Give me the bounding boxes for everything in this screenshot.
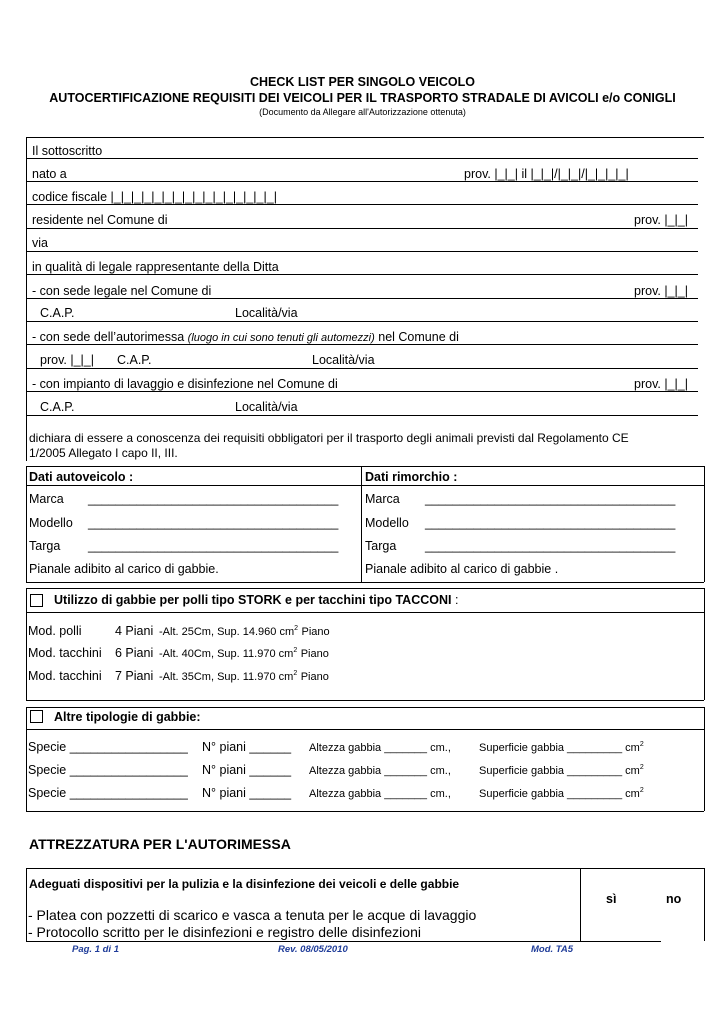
rimorchio-modello-label: Modello	[365, 516, 409, 530]
rimorchio-pianale-label: Pianale adibito al carico di gabbie .	[365, 562, 559, 576]
autorimessa-localita-label: Località/via	[312, 353, 375, 367]
footer-model: Mod. TA5	[531, 944, 574, 955]
altre-specie-row[interactable]: Specie _________________ N° piani ______ Altezza gabbia _______ cm., Superficie gabbia _________ $cm^2$	[28, 786, 644, 800]
gabbie-row: Mod. tacchini 7 Piani -Alt. 35Cm, Sup. 11.970 $cm^2$ Piano	[28, 669, 329, 683]
footer-page: Pag. 1 di 1	[72, 944, 119, 955]
residente-label: residente nel Comune di	[32, 213, 168, 227]
dati-rimorchio-title: Dati rimorchio :	[365, 470, 458, 484]
rimorchio-modello-field[interactable]: ____________________________________	[425, 516, 676, 530]
autorimessa-table-header: Adeguati dispositivi per la pulizia e la disinfezione dei veicoli e delle gabbie	[29, 877, 460, 891]
gabbie-row: Mod. polli 4 Piani -Alt. 25Cm, Sup. 14.960 $cm^2$ Piano	[28, 624, 330, 638]
rimorchio-targa-label: Targa	[365, 539, 397, 553]
si-column-header: sì	[606, 892, 617, 906]
qualita-label: in qualità di legale rappresentante della Ditta	[32, 260, 279, 274]
autorimessa-item-protocollo: - Protocollo scritto per le disinfezioni e registro delle disinfezioni	[28, 924, 421, 940]
autoveicolo-marca-label: Marca	[29, 492, 64, 506]
prov-il-field[interactable]: prov. |_|_| il |_|_|/|_|_|/|_|_|_|_|	[464, 167, 629, 181]
autorimessa-cap-label: C.A.P.	[117, 353, 152, 367]
via-label: via	[32, 236, 48, 250]
sede-legale-prov-field[interactable]: prov. |_|_|	[634, 284, 688, 298]
autorimessa-prov-field[interactable]: prov. |_|_|	[40, 353, 94, 367]
rimorchio-targa-field[interactable]: ____________________________________	[425, 539, 676, 553]
impianto-label: - con impianto di lavaggio e disinfezione nel Comune di	[32, 377, 338, 391]
altre-specie-row[interactable]: Specie _________________ N° piani ______ Altezza gabbia _______ cm., Superficie gabbia _________ $cm^2$	[28, 740, 644, 754]
gabbie-row: Mod. tacchini 6 Piani -Alt. 40Cm, Sup. 11.970 $cm^2$ Piano	[28, 646, 329, 660]
dichiara-line-2: 1/2005 Allegato I capo II, III.	[29, 446, 178, 460]
autoveicolo-targa-field[interactable]: ____________________________________	[88, 539, 339, 553]
gabbie-stork-checkbox[interactable]	[30, 594, 43, 607]
no-column-header: no	[666, 892, 682, 906]
nato-a-label: nato a	[32, 167, 67, 181]
impianto-localita-label: Località/via	[235, 400, 298, 414]
autorimessa-section-title: ATTREZZATURA PER L'AUTORIMESSA	[29, 836, 291, 852]
document-note: (Documento da Allegare all'Autorizzazione ottenuta)	[259, 107, 466, 117]
footer-revision: Rev. 08/05/2010	[278, 944, 348, 955]
autoveicolo-targa-label: Targa	[29, 539, 61, 553]
sede-legale-label: - con sede legale nel Comune di	[32, 284, 212, 298]
sede-legale-localita-label: Località/via	[235, 306, 298, 320]
autoveicolo-marca-field[interactable]: ____________________________________	[88, 492, 339, 506]
impianto-prov-field[interactable]: prov. |_|_|	[634, 377, 688, 391]
impianto-cap-label: C.A.P.	[40, 400, 75, 414]
rimorchio-marca-label: Marca	[365, 492, 400, 506]
altre-gabbie-title: Altre tipologie di gabbie:	[54, 710, 201, 724]
sottoscritto-label: Il sottoscritto	[32, 144, 103, 158]
autoveicolo-modello-field[interactable]: ____________________________________	[88, 516, 339, 530]
dati-autoveicolo-title: Dati autoveicolo :	[29, 470, 134, 484]
document-subtitle: AUTOCERTIFICAZIONE REQUISITI DEI VEICOLI PER IL TRASPORTO STRADALE DI AVICOLI e/o CONIGLI	[49, 91, 676, 105]
rimorchio-marca-field[interactable]: ____________________________________	[425, 492, 676, 506]
autorimessa-item-platea: - Platea con pozzetti di scarico e vasca a tenuta per le acque di lavaggio	[28, 907, 477, 923]
document-title: CHECK LIST PER SINGOLO VEICOLO	[249, 75, 476, 89]
residente-prov-field[interactable]: prov. |_|_|	[634, 213, 688, 227]
altre-specie-row[interactable]: Specie _________________ N° piani ______ Altezza gabbia _______ cm., Superficie gabbia _________ $cm^2$	[28, 763, 644, 777]
altre-gabbie-checkbox[interactable]	[30, 710, 43, 723]
gabbie-stork-title: Utilizzo di gabbie per polli tipo STORK e per tacchini tipo TACCONI :	[54, 593, 459, 607]
sede-legale-cap-label: C.A.P.	[40, 306, 75, 320]
autoveicolo-pianale-label: Pianale adibito al carico di gabbie.	[29, 562, 219, 576]
sede-autorimessa-label: - con sede dell’autorimessa (luogo in cui sono tenuti gli automezzi) nel Comune di	[32, 330, 459, 344]
autoveicolo-modello-label: Modello	[29, 516, 73, 530]
codice-fiscale-field[interactable]: codice fiscale |_|_|_|_|_|_|_|_|_|_|_|_|_|_|_|_|	[32, 190, 277, 204]
dichiara-line-1: dichiara di essere a conoscenza dei requisiti obbligatori per il trasporto degli animali previsti dal Regolamento CE	[29, 431, 629, 445]
